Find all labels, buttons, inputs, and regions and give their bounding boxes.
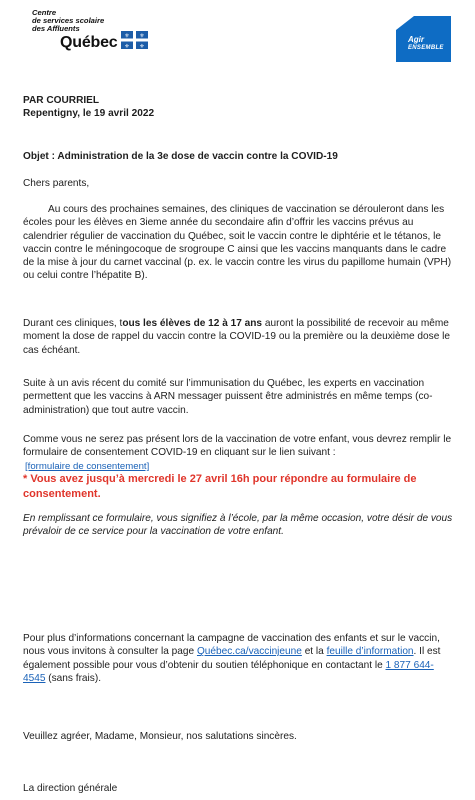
paragraph-intro: Au cours des prochaines semaines, des cliniques de vaccination se dérouleront dans les écoles pour les élèves en 3ieme année du secondaire afin d’offrir les vaccins prévus au calendrier régulier de vaccination du Québec, soit le vaccin contre le diphtérie et le tétanos, le vaccin contre le méningocoque de srogroupe C ainsi que les vaccins manquants dans le cadre de la mise à jour du carnet vaccinal (p. ex. le vaccin contre les virus du papillome humain (VPH) ou celui contre l’hépatite B).	[23, 204, 452, 282]
svg-text:⚜: ⚜	[124, 43, 130, 49]
text-span: . Il est également possible pour vous d’obtenir du soutien téléphonique en contactant le	[23, 646, 441, 671]
agir-ensemble-logo	[396, 16, 451, 62]
svg-text:⚜: ⚜	[124, 32, 130, 40]
text-span: Durant ces cliniques, t	[23, 318, 123, 329]
organization-name	[32, 9, 104, 33]
paragraph-coadministration: Suite à un avis récent du comité sur l’immunisation du Québec, les experts en vaccination permettent que les vaccins à ARN messager puissent être administrés en même temps (co-administration) que tout autre vaccin.	[23, 378, 433, 416]
paragraph-consent-meaning: En remplissant ce formulaire, vous signifiez à l’école, par la même occasion, votre désir de vous prévaloir de ce service pour la vaccination de votre enfant.	[23, 513, 453, 538]
place-date: Repentigny, le 19 avril 2022	[23, 108, 155, 119]
age-range-highlight: ous les élèves de 12 à 17 ans	[122, 318, 263, 329]
deadline-notice: * Vous avez jusqu’à mercredi le 27 avril 16h pour répondre au formulaire de consentement.	[23, 473, 417, 500]
org-line: Centre	[32, 8, 57, 17]
vaccinjeune-link[interactable]: Québec.ca/vaccinjeune	[196, 646, 302, 658]
svg-text:⚜: ⚜	[139, 32, 145, 40]
consent-form-link[interactable]: [formulaire de consentement]	[25, 461, 150, 472]
text-span: et la	[301, 646, 327, 658]
text-span: Pour plus d’informations concernant la campagne de vaccination des enfants et sur le vaccin, nous vous invitons à consulter la page	[23, 633, 440, 658]
subject-line: Objet : Administration de la 3e dose de vaccin contre la COVID-19	[23, 151, 338, 162]
phone-link[interactable]: 1 877 644-4545	[23, 659, 434, 684]
paragraph-clinics	[23, 317, 455, 357]
badge-line: Agir	[408, 35, 424, 44]
paragraph-more-info	[23, 632, 455, 685]
greeting: Chers parents,	[23, 178, 90, 189]
letterhead	[0, 0, 475, 75]
text-span: (sans frais).	[45, 672, 101, 684]
org-line: des Affluents	[32, 24, 80, 33]
quebec-wordmark: Québec	[60, 34, 118, 51]
org-line: de services scolaire	[32, 16, 105, 25]
signature: La direction générale	[23, 783, 118, 794]
delivery-method: PAR COURRIEL	[23, 95, 100, 106]
svg-text:⚜: ⚜	[139, 43, 145, 49]
badge-line: ENSEMBLE	[408, 45, 444, 51]
text-span: auront la possibilité de recevoir au même moment la dose de rappel du vaccin contre la COVID-19 ou la première ou la deuxième dose le cas échéant.	[23, 318, 450, 356]
quebec-flag-icon	[121, 31, 148, 49]
paragraph-consent: Comme vous ne serez pas présent lors de la vaccination de votre enfant, vous devrez remplir le formulaire de consentement COVID-19 en cliquant sur le lien suivant :	[23, 434, 452, 459]
info-sheet-link[interactable]: feuille d’information	[326, 646, 414, 658]
closing: Veuillez agréer, Madame, Monsieur, nos salutations sincères.	[23, 731, 297, 742]
